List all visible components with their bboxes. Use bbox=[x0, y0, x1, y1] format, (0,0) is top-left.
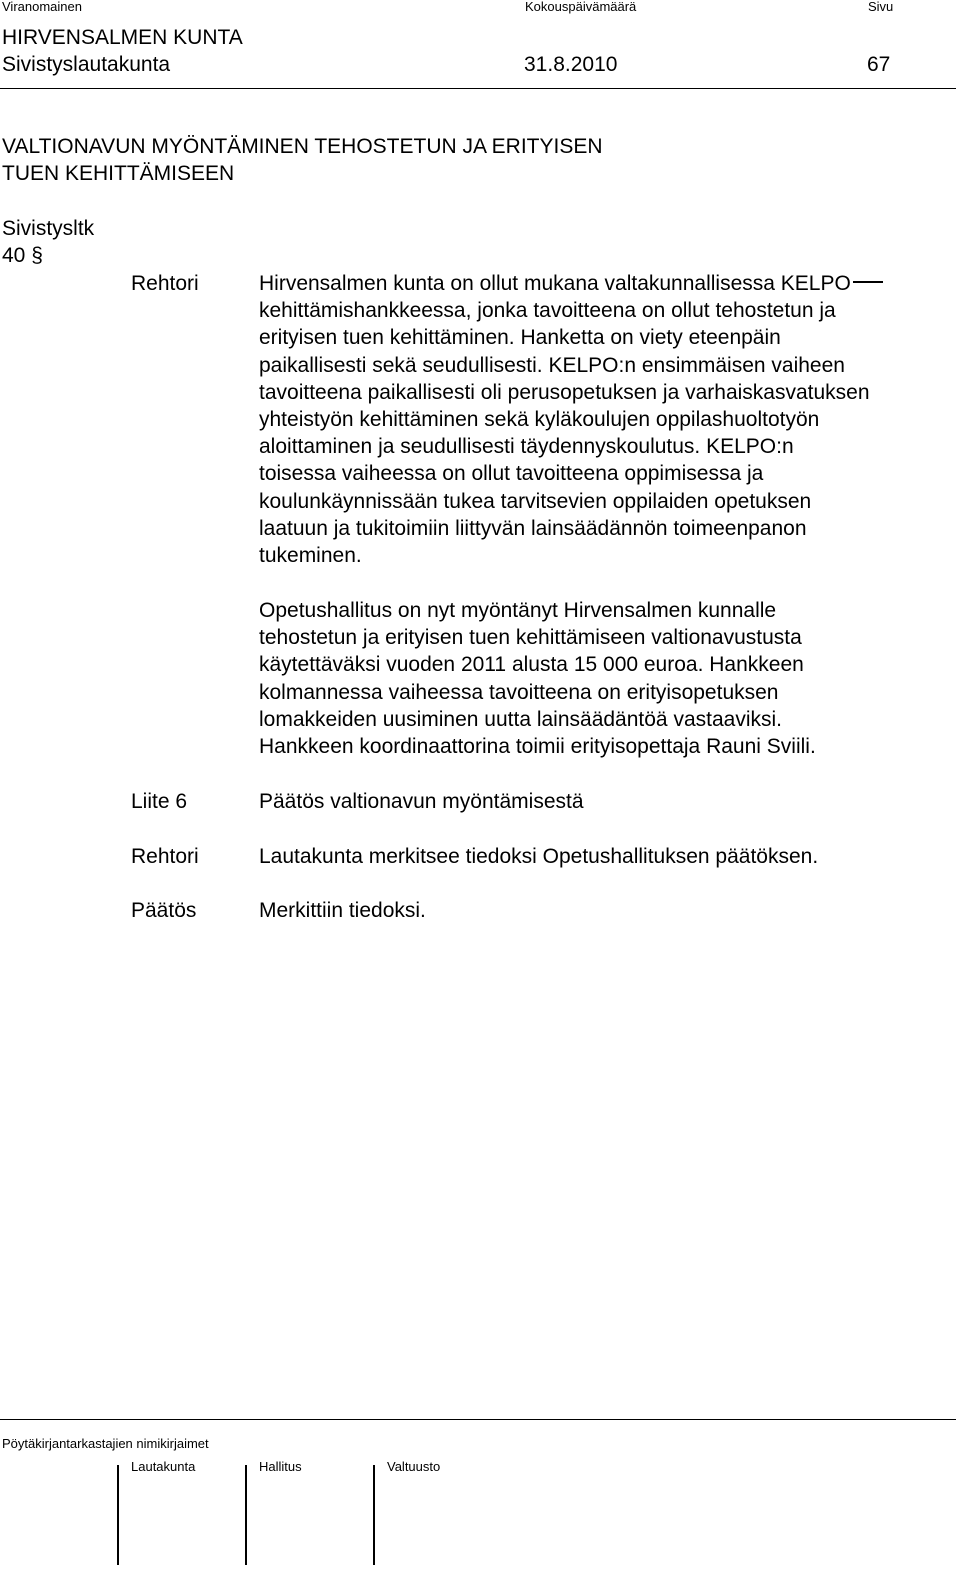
paragraph-line: lomakkeiden uusiminen uutta lainsäädäntöä vastaaviksi. bbox=[259, 707, 782, 731]
paragraph-line: aloittaminen ja seudullisesti täydennyskoulutus. KELPO:n bbox=[259, 435, 794, 459]
committee-name: Sivistyslautakunta bbox=[2, 53, 171, 76]
paragraph-line: erityisen tuen kehittäminen. Hanketta on viety eteenpäin bbox=[259, 326, 781, 350]
paragraph-line: toisessa vaiheessa on ollut tavoitteena oppimisessa ja bbox=[259, 462, 764, 486]
header-label-authority: Viranomainen bbox=[2, 0, 82, 14]
paragraph-line: Hirvensalmen kunta on ollut mukana valtakunnallisessa KELPO bbox=[259, 270, 949, 297]
paragraph-line: tehostetun ja erityisen tuen kehittämiseen valtionavustusta bbox=[259, 626, 802, 650]
document-title-line-2: TUEN KEHITTÄMISEEN bbox=[2, 162, 235, 185]
label-attachment: Liite 6 bbox=[131, 790, 188, 813]
section-number: 40 § bbox=[2, 244, 43, 267]
signature-label-board: Lautakunta bbox=[131, 1459, 196, 1474]
label-rehtori: Rehtori bbox=[131, 272, 199, 295]
section-reference: Sivistysltk bbox=[2, 217, 95, 240]
label-decision: Päätös bbox=[131, 899, 197, 922]
paragraph-line: kehittämishankkeessa, jonka tavoitteena on ollut tehostetun ja bbox=[259, 299, 836, 323]
paragraph-line: tavoitteena paikallisesti oli perusopetuksen ja varhaiskasvatuksen bbox=[259, 380, 870, 404]
paragraph-line: kolmannessa vaiheessa tavoitteena on erityisopetuksen bbox=[259, 680, 779, 704]
signature-box-divider bbox=[117, 1465, 119, 1565]
paragraph-line: koulunkäynnissään tukea tarvitsevien oppilaiden opetuksen bbox=[259, 489, 812, 513]
document-title-line-1: VALTIONAVUN MYÖNTÄMINEN TEHOSTETUN JA ERITYISEN bbox=[2, 135, 603, 158]
paragraph-line: Hankkeen koordinaattorina toimii erityisopettaja Rauni Sviili. bbox=[259, 735, 816, 759]
paragraph-line: Opetushallitus on nyt myöntänyt Hirvensalmen kunnalle bbox=[259, 599, 777, 622]
paragraph-line: käytettäväksi vuoden 2011 alusta 15 000 euroa. Hankkeen bbox=[259, 653, 804, 677]
signature-box-divider bbox=[245, 1465, 247, 1565]
meeting-date: 31.8.2010 bbox=[524, 53, 618, 76]
paragraph-line: paikallisesti sekä seudullisesti. KELPO:n ensimmäisen vaiheen bbox=[259, 353, 845, 377]
page-number: 67 bbox=[867, 53, 891, 76]
municipality-name: HIRVENSALMEN KUNTA bbox=[2, 26, 243, 49]
label-rehtori-proposal: Rehtori bbox=[131, 845, 199, 868]
footer-divider bbox=[0, 1419, 956, 1420]
paragraph-line: laatuun ja tukitoimiin liittyvän lainsäädännön toimeenpanon bbox=[259, 516, 807, 540]
signature-box-divider bbox=[373, 1465, 375, 1565]
paragraph-grant bbox=[259, 597, 949, 760]
decision-text: Merkittiin tiedoksi. bbox=[259, 899, 426, 922]
footer-title: Pöytäkirjantarkastajien nimikirjaimet bbox=[2, 1436, 209, 1451]
proposal-text: Lautakunta merkitsee tiedoksi Opetushallituksen päätöksen. bbox=[259, 845, 819, 868]
signature-label-council: Valtuusto bbox=[387, 1459, 441, 1474]
dash-mark bbox=[853, 281, 883, 283]
paragraph-background bbox=[259, 270, 949, 569]
signature-label-government: Hallitus bbox=[259, 1459, 302, 1474]
header-label-page: Sivu bbox=[868, 0, 894, 14]
header-divider bbox=[0, 88, 956, 89]
attachment-text: Päätös valtionavun myöntämisestä bbox=[259, 790, 584, 813]
header-label-meeting-date: Kokouspäivämäärä bbox=[525, 0, 637, 14]
paragraph-line: yhteistyön kehittäminen sekä kyläkoulujen oppilashuoltotyön bbox=[259, 408, 820, 432]
paragraph-line: tukeminen. bbox=[259, 544, 362, 568]
